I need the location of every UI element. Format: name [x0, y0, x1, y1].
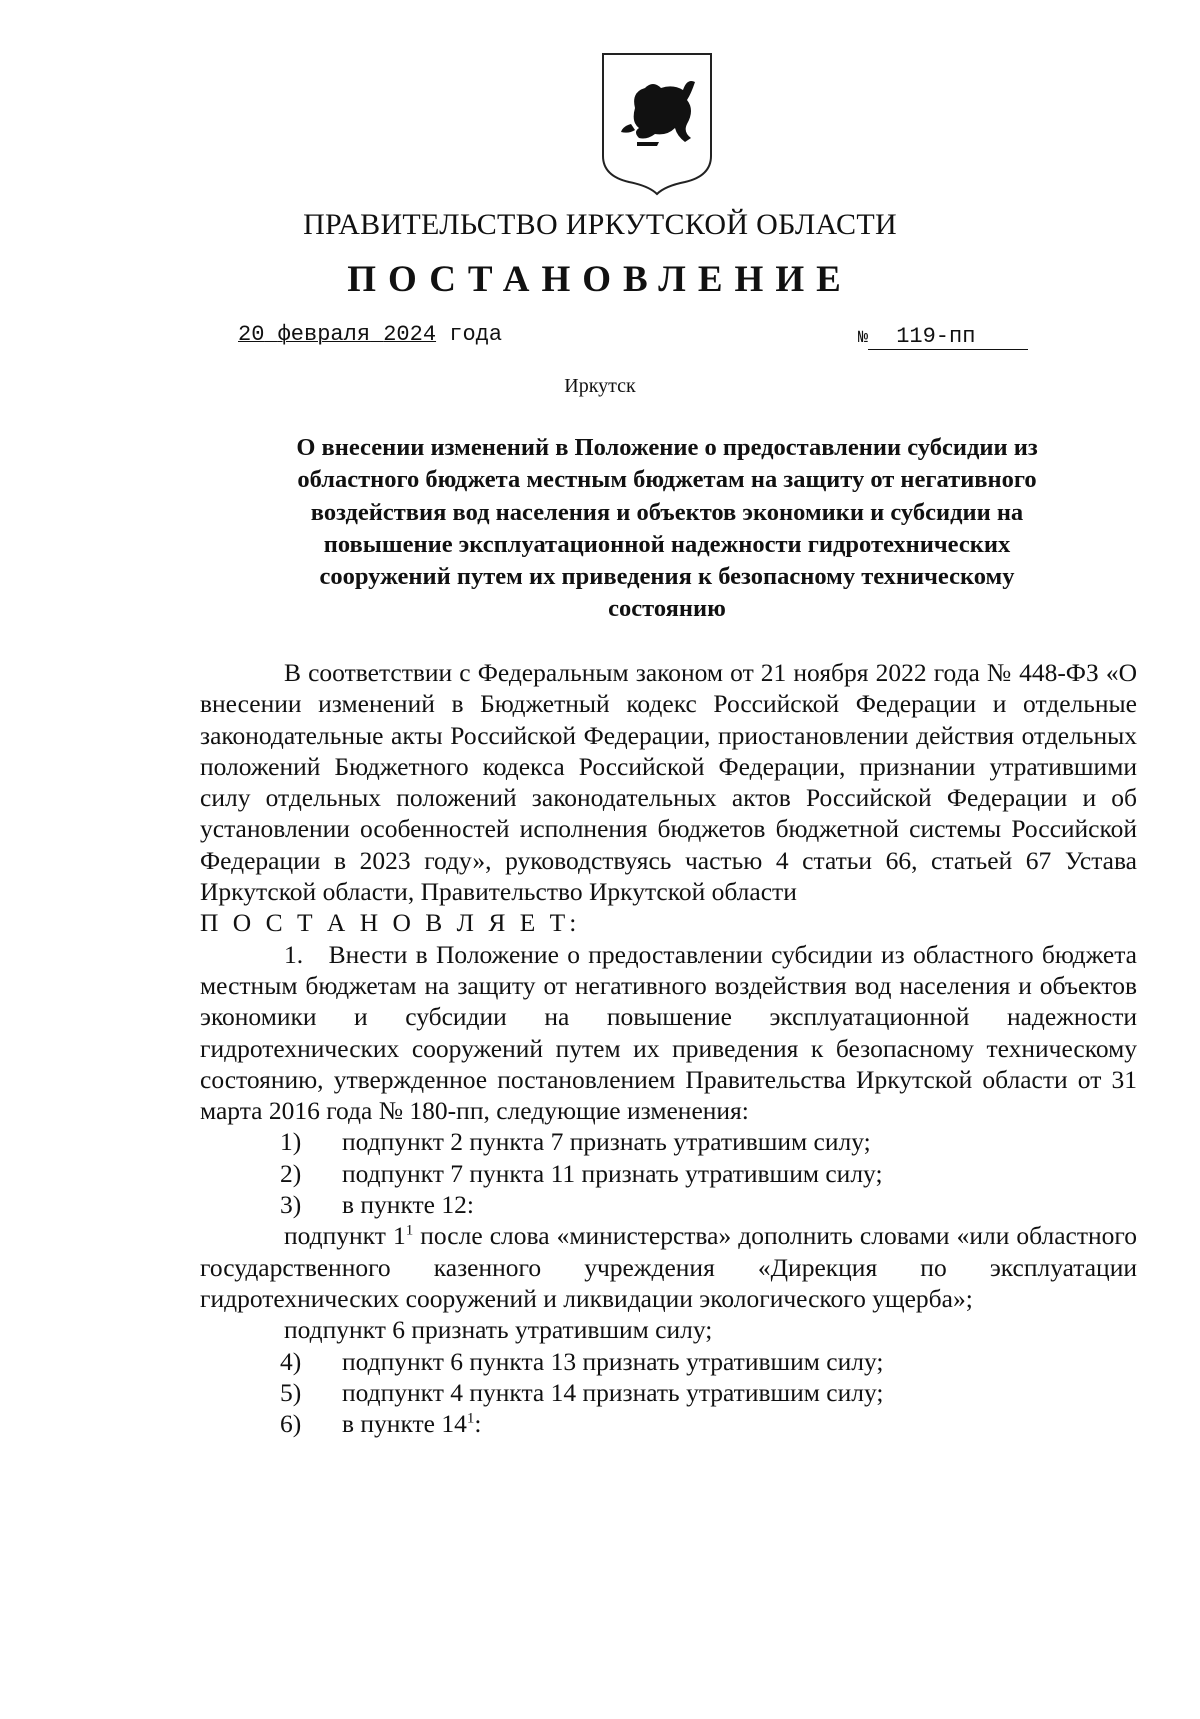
heading-line: О внесении изменений в Положение о предоставлении субсидии из [296, 434, 1038, 461]
item-text-main: в пункте 14 [342, 1409, 467, 1439]
item-number: 3) [280, 1190, 302, 1220]
item-text: подпункт 4 пункта 14 признать утратившим силу; [342, 1377, 884, 1407]
date-month: февраля [277, 322, 371, 347]
item-text: подпункт 2 пункта 7 признать утратившим силу; [342, 1127, 871, 1157]
list-item [200, 1377, 1137, 1408]
superscript: 1 [405, 1222, 414, 1239]
item-text-end: : [474, 1409, 482, 1439]
subpoint-paragraph [200, 1220, 1137, 1314]
date-day: 20 [238, 322, 265, 347]
item-number: 4) [280, 1346, 302, 1376]
decree-word: П О С Т А Н О В Л Я Е Т: [200, 908, 581, 938]
item-number: 6) [280, 1409, 302, 1439]
heading-line: повышение эксплуатационной надежности гидротехнических [323, 530, 1011, 558]
date-suffix: года [449, 322, 503, 347]
number-value: 119-пп [868, 324, 1028, 350]
document-heading [232, 432, 1102, 626]
item-text: подпункт 7 пункта 11 признать утратившим силу; [342, 1158, 883, 1188]
heading-line: сооружений путем их приведения к безопасному техническому [319, 563, 1015, 591]
document-date [238, 322, 502, 347]
heading-line: состоянию [608, 595, 726, 623]
list-item [200, 1158, 1137, 1189]
city-name: Иркутск [564, 375, 636, 397]
preamble-paragraph: В соответствии с Федеральным законом от 21 ноября 2022 года № 448-ФЗ «О внесении изменений в Бюджетный кодекс Российской Федерации и отдельные законодательные акты Российской Федерации, приостановлении действия отдельных положений Бюджетного кодекса Российской Федерации, признании утратившими силу отдельных положений законодательных актов Российской Федерации и об установлении особенностей исполнения бюджетов бюджетной системы Российской Федерации в 2023 году», руководствуясь частью 4 статьи 66, статьей 67 Устава Иркутской области, Правительство Иркутской области [200, 658, 1137, 907]
date-year: 2024 [383, 322, 437, 347]
list-item [200, 1126, 1137, 1157]
government-name: ПРАВИТЕЛЬСТВО ИРКУТСКОЙ ОБЛАСТИ [303, 208, 897, 241]
list-item [200, 1189, 1137, 1220]
document-body [200, 657, 1137, 1439]
subpoint-paragraph: подпункт 6 признать утратившим силу; [284, 1315, 713, 1345]
point-1-paragraph: 1. Внести в Положение о предоставлении субсидии из областного бюджета местным бюджетам на защиту от негативного воздействия вод населения и объектов экономики и субсидии на повышение эксплуатационной надежности гидротехнических сооружений путем их приведения к безопасному техническому состоянию, утвержденное постановлением Правительства Иркутской области от 31 марта 2016 года № 180-пп, следующие изменения: [200, 939, 1137, 1126]
item-text [280, 1408, 1137, 1439]
heading-line: воздействия вод населения и объектов экономики и субсидии на [310, 498, 1024, 526]
item-text: подпункт 6 пункта 13 признать утратившим силу; [342, 1346, 884, 1376]
item-text: в пункте 12: [342, 1190, 474, 1220]
document-number [858, 324, 1028, 350]
heading-line: областного бюджета местным бюджетам на защиту от негативного [297, 466, 1037, 494]
subpoint-prefix: подпункт 1 [284, 1221, 406, 1251]
coat-of-arms-emblem [595, 48, 719, 196]
item-number: 5) [280, 1377, 302, 1407]
item-number: 2) [280, 1158, 302, 1188]
superscript: 1 [466, 1410, 475, 1427]
document-type-title: ПОСТАНОВЛЕНИЕ [347, 259, 853, 300]
number-sign: № [858, 329, 869, 348]
subpoint-text: после слова «министерства» дополнить словами «или областного государственного казенного учреждения «Дирекция по эксплуатации гидротехнических сооружений и ликвидации экологического ущерба»; [200, 1221, 1137, 1313]
item-number: 1) [280, 1127, 302, 1157]
list-item [200, 1408, 1137, 1439]
list-item [200, 1346, 1137, 1377]
